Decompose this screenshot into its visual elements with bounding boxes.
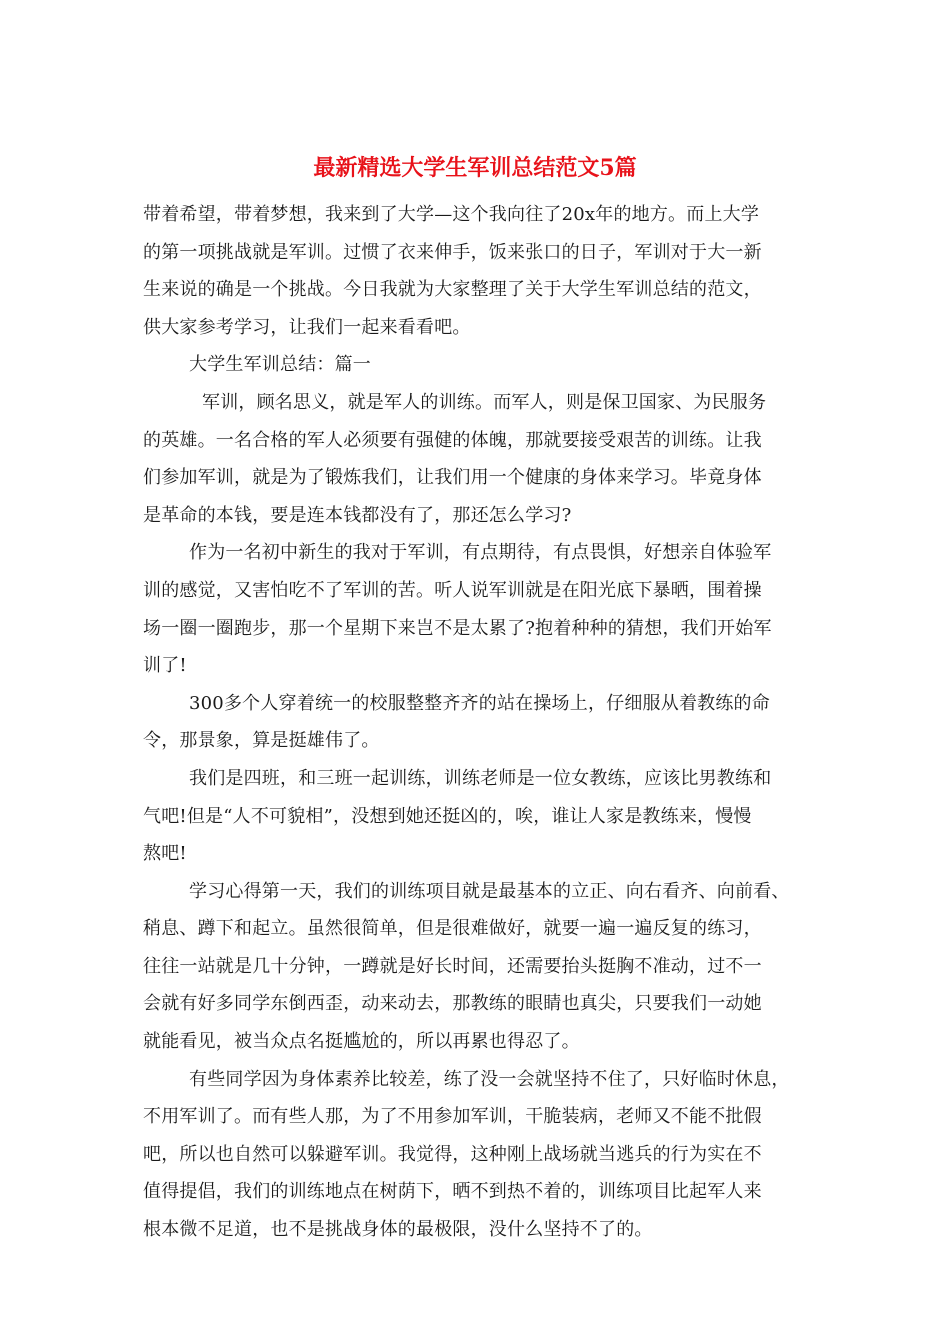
- text-line: 熬吧!: [143, 843, 187, 865]
- text-line: 不用军训了。而有些人那，为了不用参加军训，干脆装病，老师又不能不批假: [143, 1106, 762, 1128]
- section-heading: 大学生军训总结：篇一: [189, 354, 371, 376]
- text-line: 生来说的确是一个挑战。今日我就为大家整理了关于大学生军训总结的范文，: [143, 279, 762, 301]
- page-title: 最新精选大学生军训总结范文5篇: [313, 155, 637, 181]
- text-line: 作为一名初中新生的我对于军训，有点期待，有点畏惧，好想亲自体验军: [189, 542, 772, 564]
- text-line: 训的感觉，又害怕吃不了军训的苦。听人说军训就是在阳光底下暴晒，围着操: [143, 579, 762, 601]
- text-line: 有些同学因为身体素养比较差，练了没一会就坚持不住了，只好临时休息，: [189, 1068, 790, 1090]
- text-line: 训了!: [143, 655, 187, 677]
- text-line: 们参加军训，就是为了锻炼我们，让我们用一个健康的身体来学习。毕竟身体: [143, 467, 762, 489]
- text-line: 军训，顾名思义，就是军人的训练。而军人，则是保卫国家、为民服务: [202, 391, 767, 413]
- text-line: 稍息、蹲下和起立。虽然很简单，但是很难做好，就要一遍一遍反复的练习，: [143, 918, 762, 940]
- text-line: 是革命的本钱，要是连本钱都没有了，那还怎么学习?: [143, 504, 572, 526]
- text-line: 场一圈一圈跑步，那一个星期下来岂不是太累了?抱着种种的猜想，我们开始军: [143, 617, 772, 639]
- text-line: 令，那景象，算是挺雄伟了。: [143, 730, 380, 752]
- text-line: 气吧!但是“人不可貌相”，没想到她还挺凶的，唉，谁让人家是教练来，慢慢: [143, 805, 752, 827]
- text-line: 带着希望，带着梦想，我来到了大学—这个我向往了20x年的地方。而上大学: [143, 204, 760, 225]
- text-line: 吧，所以也自然可以躲避军训。我觉得，这种刚上战场就当逃兵的行为实在不: [143, 1143, 762, 1165]
- text-line: 会就有好多同学东倒西歪，动来动去，那教练的眼睛也真尖，只要我们一动她: [143, 993, 762, 1015]
- text-line: 我们是四班，和三班一起训练，训练老师是一位女教练，应该比男教练和: [189, 767, 772, 789]
- text-line: 的英雄。一名合格的军人必须要有强健的体魄，那就要接受艰苦的训练。让我: [143, 429, 762, 451]
- document-body: [143, 196, 833, 1249]
- text-line: 根本微不足道，也不是挑战身体的最极限，没什么坚持不了的。: [143, 1219, 653, 1241]
- text-line: 的第一项挑战就是军训。过惯了衣来伸手，饭来张口的日子，军训对于大一新: [143, 241, 762, 263]
- text-line: 学习心得第一天，我们的训练项目就是最基本的立正、向右看齐、向前看、: [189, 880, 790, 902]
- text-line: 供大家参考学习，让我们一起来看看吧。: [143, 316, 471, 338]
- text-line: 300多个人穿着统一的校服整整齐齐的站在操场上，仔细服从着教练的命: [189, 692, 770, 714]
- text-line: 往往一站就是几十分钟，一蹲就是好长时间，还需要抬头挺胸不准动，过不一: [143, 955, 762, 977]
- text-line: 值得提倡，我们的训练地点在树荫下，晒不到热不着的，训练项目比起军人来: [143, 1181, 762, 1203]
- text-line: 就能看见，被当众点名挺尴尬的，所以再累也得忍了。: [143, 1031, 580, 1053]
